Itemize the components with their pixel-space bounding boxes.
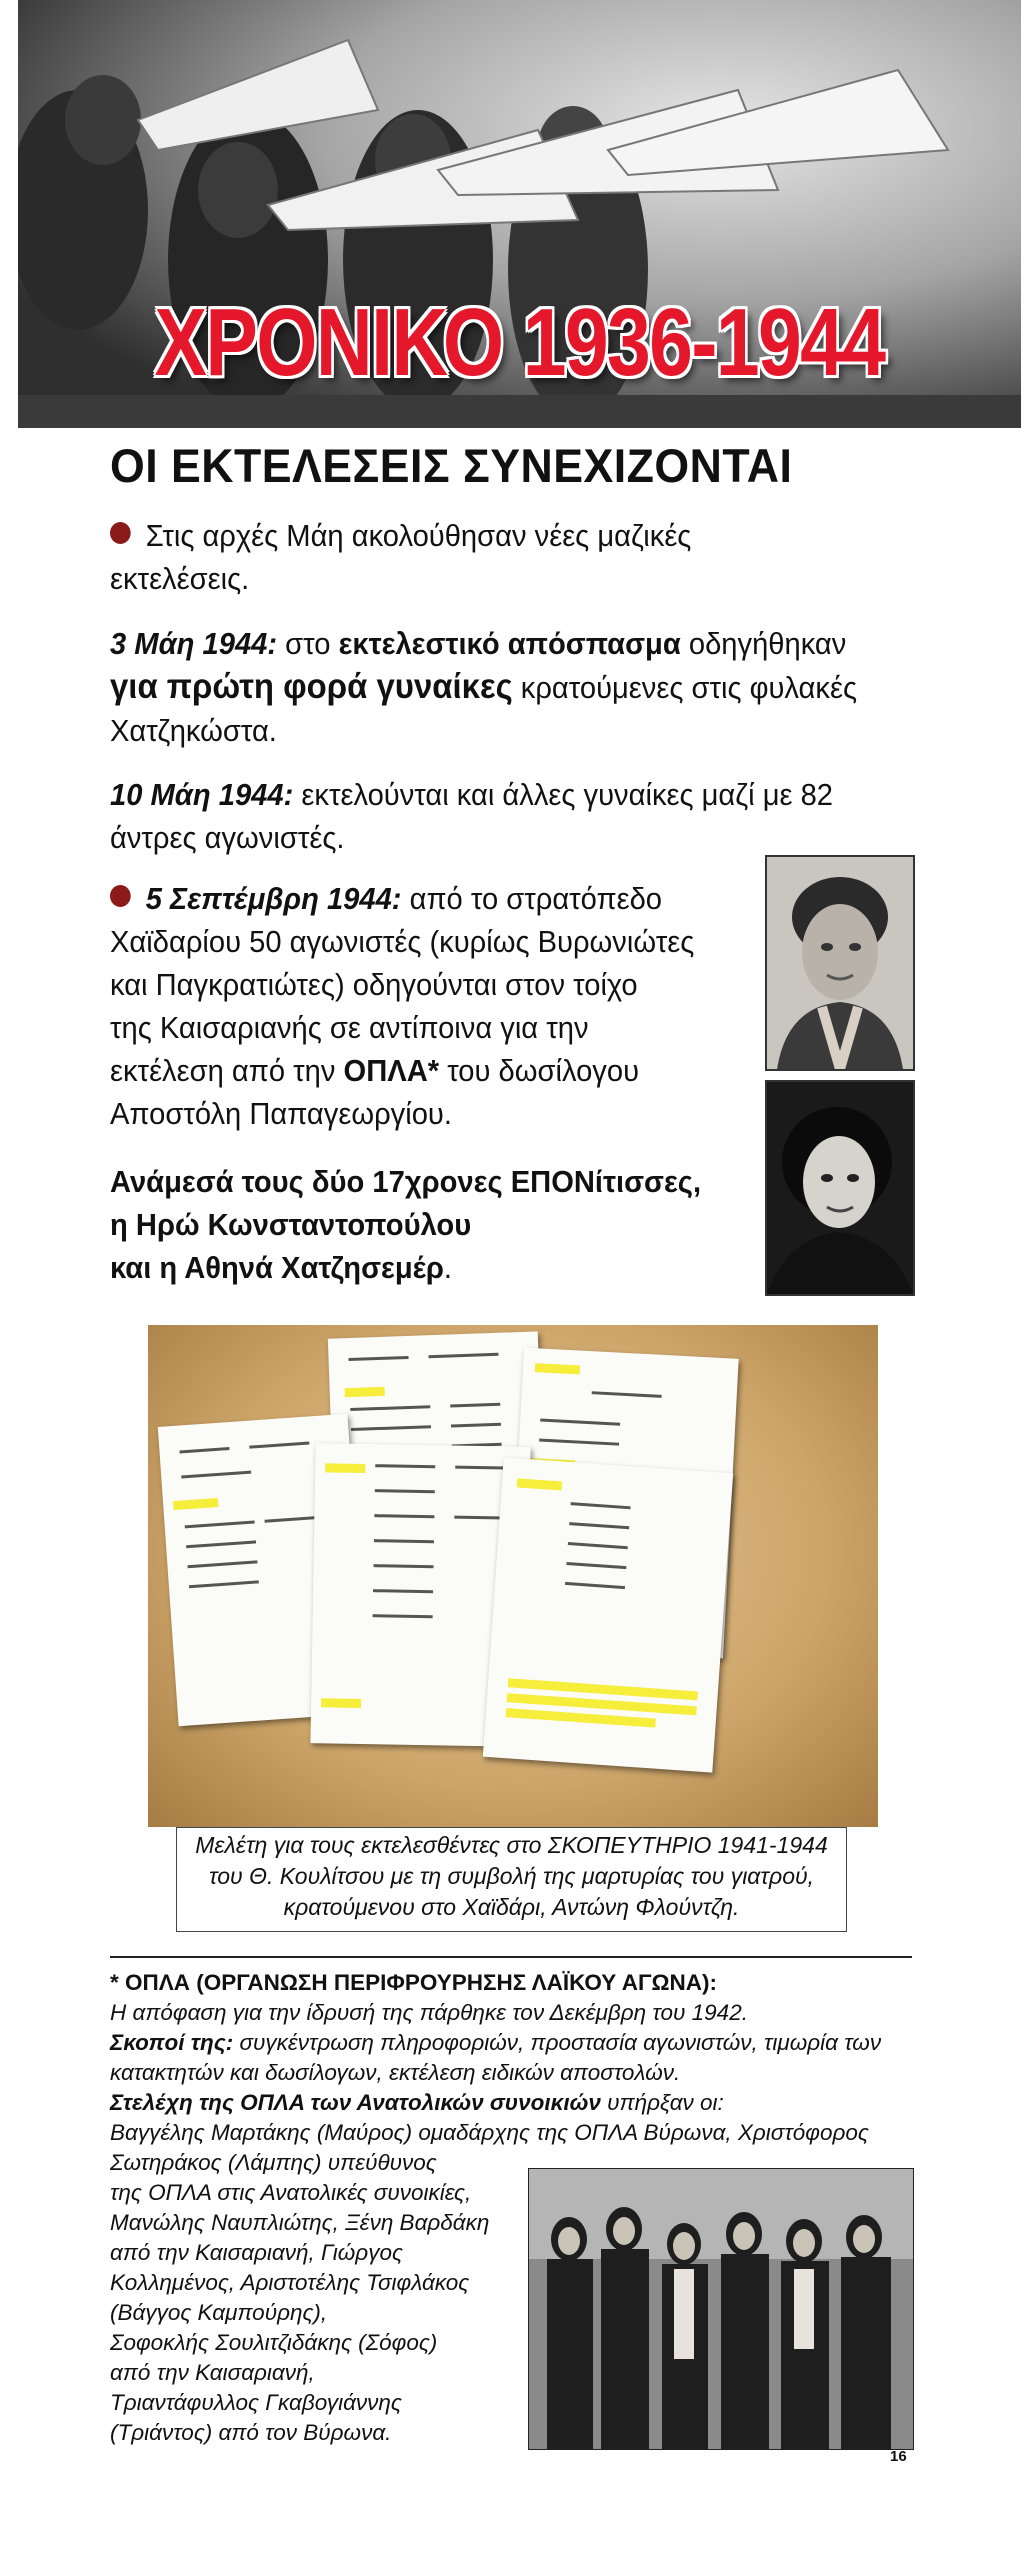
bullet-icon	[110, 522, 131, 544]
p4-line5b: ΟΠΛΑ*	[343, 1053, 440, 1088]
footnote-line1: Η απόφαση για την ίδρυσή της πάρθηκε τον Δεκέμβρη του 1942.	[110, 2000, 748, 2025]
footnote-line9: από την Καισαριανή, Γιώργος	[110, 2240, 403, 2265]
footnote-line5: Βαγγέλης Μαρτάκης (Μαύρος) ομαδάρχης της ΟΠΛΑ Βύρωνα, Χριστόφορος	[110, 2120, 869, 2145]
footnote-line12: Σοφοκλής Σουλιτζιδάκης (Σόφος)	[110, 2330, 438, 2355]
footnote-line3: κατακτητών και δωσίλογων, εκτέλεση ειδικών αποστολών.	[110, 2060, 681, 2085]
footnote-divider	[110, 1956, 912, 1958]
footnote-line6: Σωτηράκος (Λάμπης) υπεύθυνος	[110, 2150, 437, 2175]
p5-line2: η Ηρώ Κωνσταντοπούλου	[110, 1207, 472, 1242]
footnote-line10: Κολλημένος, Αριστοτέλης Τσιφλάκος	[110, 2270, 470, 2295]
partisans-group-photo	[528, 2168, 914, 2450]
p4-line2: Χαϊδαρίου 50 αγωνιστές (κυρίως Βυρωνιώτες	[110, 924, 695, 959]
footnote-line13: από την Καισαριανή,	[110, 2360, 315, 2385]
p4-date: 5 Σεπτέμβρη 1944:	[145, 881, 402, 916]
footnote-cadres-label: Στελέχη της ΟΠΛΑ των Ανατολικών συνοικιών	[110, 2090, 601, 2115]
header-title: ΧΡΟΝΙΚΟ 1936-1944	[154, 289, 885, 396]
p2-line3: Χατζηκώστα.	[110, 713, 277, 748]
footnote-aims-text: συγκέντρωση πληροφοριών, προστασία αγωνιστών, τιμωρία των	[233, 2030, 882, 2055]
caption-line1: Μελέτη για τους εκτελεσθέντες στο ΣΚΟΠΕΥΤΗΡΙΟ 1941-1944	[195, 1832, 828, 1858]
documents-collage-photo	[148, 1325, 878, 1827]
caption-line2: του Θ. Κουλίτσου με τη συμβολή της μαρτυρίας του γιατρού,	[208, 1863, 815, 1889]
caption-line3: κρατούμενου στο Χαϊδάρι, Αντώνη Φλούντζη.	[283, 1894, 740, 1920]
image-caption	[176, 1827, 847, 1932]
paragraph-10-may	[110, 773, 918, 859]
p3-date: 10 Μάη 1944:	[110, 777, 294, 812]
footnote-aims-label: Σκοποί της:	[110, 2030, 234, 2055]
page-number: 16	[890, 2448, 907, 2465]
p4-line6: Αποστόλη Παπαγεωργίου.	[110, 1096, 452, 1131]
p2-bold2: για πρώτη φορά γυναίκες	[110, 667, 513, 706]
document-sheet	[483, 1457, 733, 1772]
section-title: ΟΙ ΕΚΤΕΛΕΣΕΙΣ ΣΥΝΕΧΙΖΟΝΤΑΙ	[110, 439, 793, 492]
p1-line1: Στις αρχές Μάη ακολούθησαν νέες μαζικές	[145, 518, 692, 553]
header-photo	[18, 0, 1021, 428]
p5-line3-end: .	[443, 1250, 452, 1285]
p2-date: 3 Μάη 1944:	[110, 626, 278, 661]
p4-line3: και Παγκρατιώτες) οδηγούνται στον τοίχο	[110, 967, 638, 1002]
portrait-photo-1	[765, 855, 915, 1071]
portrait-photo-2	[765, 1080, 915, 1296]
p4-line4: της Καισαριανής σε αντίποινα για την	[110, 1010, 589, 1045]
footnote-line15: (Τριάντος) από τον Βύρωνα.	[110, 2420, 392, 2445]
p5-line1: Ανάμεσά τους δύο 17χρονες ΕΠΟΝίτισσες,	[110, 1164, 702, 1199]
paragraph-5-september	[110, 877, 730, 1135]
p2-text1: στο	[277, 626, 339, 661]
footnote-line11: (Βάγγος Καμπούρης),	[110, 2300, 328, 2325]
p2-text2: οδηγήθηκαν	[680, 626, 847, 661]
footnote-line14: Τριαντάφυλλος Γκαβογιάννης	[110, 2390, 402, 2415]
p5-line3: και η Αθηνά Χατζησεμέρ	[110, 1250, 444, 1285]
paragraph-may-executions	[110, 514, 787, 600]
footnote-line8: Μανώλης Ναυπλιώτης, Ξένη Βαρδάκη	[110, 2210, 490, 2235]
paragraph-3-may	[110, 622, 918, 752]
p2-bold1: εκτελεστικό απόσπασμα	[338, 626, 681, 661]
p2-text3: κρατούμενες στις φυλακές	[512, 670, 858, 705]
p4-text1: από το στρατόπεδο	[401, 881, 663, 916]
p3-text1: εκτελούνται και άλλες γυναίκες μαζί με 82	[293, 777, 833, 812]
p4-line5c: του δωσίλογου	[439, 1053, 640, 1088]
footnote-cadres-text: υπήρξαν οι:	[600, 2090, 724, 2115]
footnote-line7: της ΟΠΛΑ στις Ανατολικές συνοικίες,	[110, 2180, 472, 2205]
footnote-title: * ΟΠΛΑ (ΟΡΓΑΝΩΣΗ ΠΕΡΙΦΡΟΥΡΗΣΗΣ ΛΑΪΚΟΥ ΑΓΩΝΑ):	[110, 1970, 717, 1995]
paragraph-eponites	[110, 1160, 730, 1289]
bullet-icon	[110, 885, 131, 907]
p3-line2: άντρες αγωνιστές.	[110, 820, 345, 855]
p4-line5a: εκτέλεση από την	[110, 1053, 344, 1088]
p1-line2: εκτελέσεις.	[110, 561, 250, 596]
